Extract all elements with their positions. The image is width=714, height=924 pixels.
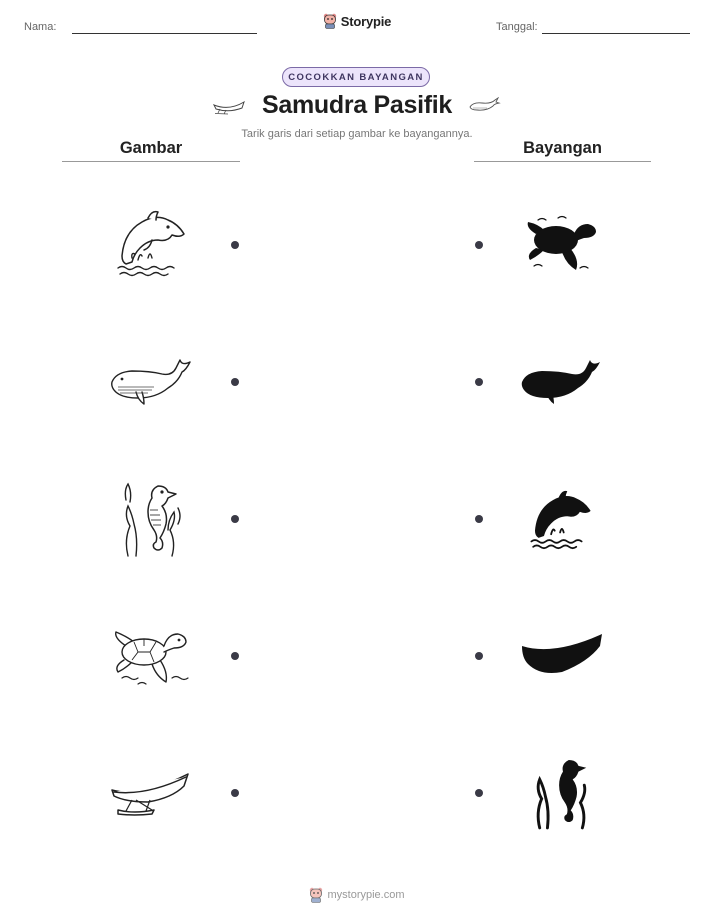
date-label: Tanggal: xyxy=(496,21,538,33)
column-underline-right xyxy=(474,161,651,162)
storypie-footer-logo-icon xyxy=(309,887,323,903)
footer-url[interactable]: mystorypie.com xyxy=(327,889,405,901)
date-line[interactable] xyxy=(542,33,690,34)
brand xyxy=(0,13,714,34)
whale-silhouette-icon[interactable] xyxy=(520,356,604,406)
footer xyxy=(0,887,714,908)
right-dot-5[interactable] xyxy=(475,789,483,797)
instructions: Tarik garis dari setiap gambar ke bayangannya. xyxy=(241,128,473,140)
seahorse-outline-icon[interactable] xyxy=(118,480,184,558)
whale-outline-icon[interactable] xyxy=(110,356,192,406)
left-dot-5[interactable] xyxy=(231,789,239,797)
right-dot-3[interactable] xyxy=(475,515,483,523)
left-dot-2[interactable] xyxy=(231,378,239,386)
sea-turtle-outline-icon[interactable] xyxy=(112,626,190,686)
brand-name: Storypie xyxy=(340,13,392,29)
activity-badge: COCOKKAN BAYANGAN xyxy=(282,67,430,87)
column-header-gambar: Gambar xyxy=(119,139,183,157)
page-title: Samudra Pasifik xyxy=(261,91,453,119)
right-dot-4[interactable] xyxy=(475,652,483,660)
left-dot-1[interactable] xyxy=(231,241,239,249)
seahorse-silhouette-icon[interactable] xyxy=(530,754,594,830)
sea-turtle-silhouette-icon[interactable] xyxy=(524,214,600,274)
dolphin-outline-icon[interactable] xyxy=(112,208,190,278)
column-underline-left xyxy=(62,161,240,162)
whale-decoration-icon xyxy=(467,97,501,113)
outrigger-canoe-silhouette-icon[interactable] xyxy=(520,632,606,678)
outrigger-canoe-outline-icon[interactable] xyxy=(110,768,192,818)
right-dot-2[interactable] xyxy=(475,378,483,386)
right-dot-1[interactable] xyxy=(475,241,483,249)
left-dot-4[interactable] xyxy=(231,652,239,660)
dolphin-silhouette-icon[interactable] xyxy=(526,484,596,554)
column-header-bayangan: Bayangan xyxy=(523,139,602,157)
storypie-logo-icon xyxy=(323,13,337,29)
name-label: Nama: xyxy=(24,21,57,33)
left-dot-3[interactable] xyxy=(231,515,239,523)
